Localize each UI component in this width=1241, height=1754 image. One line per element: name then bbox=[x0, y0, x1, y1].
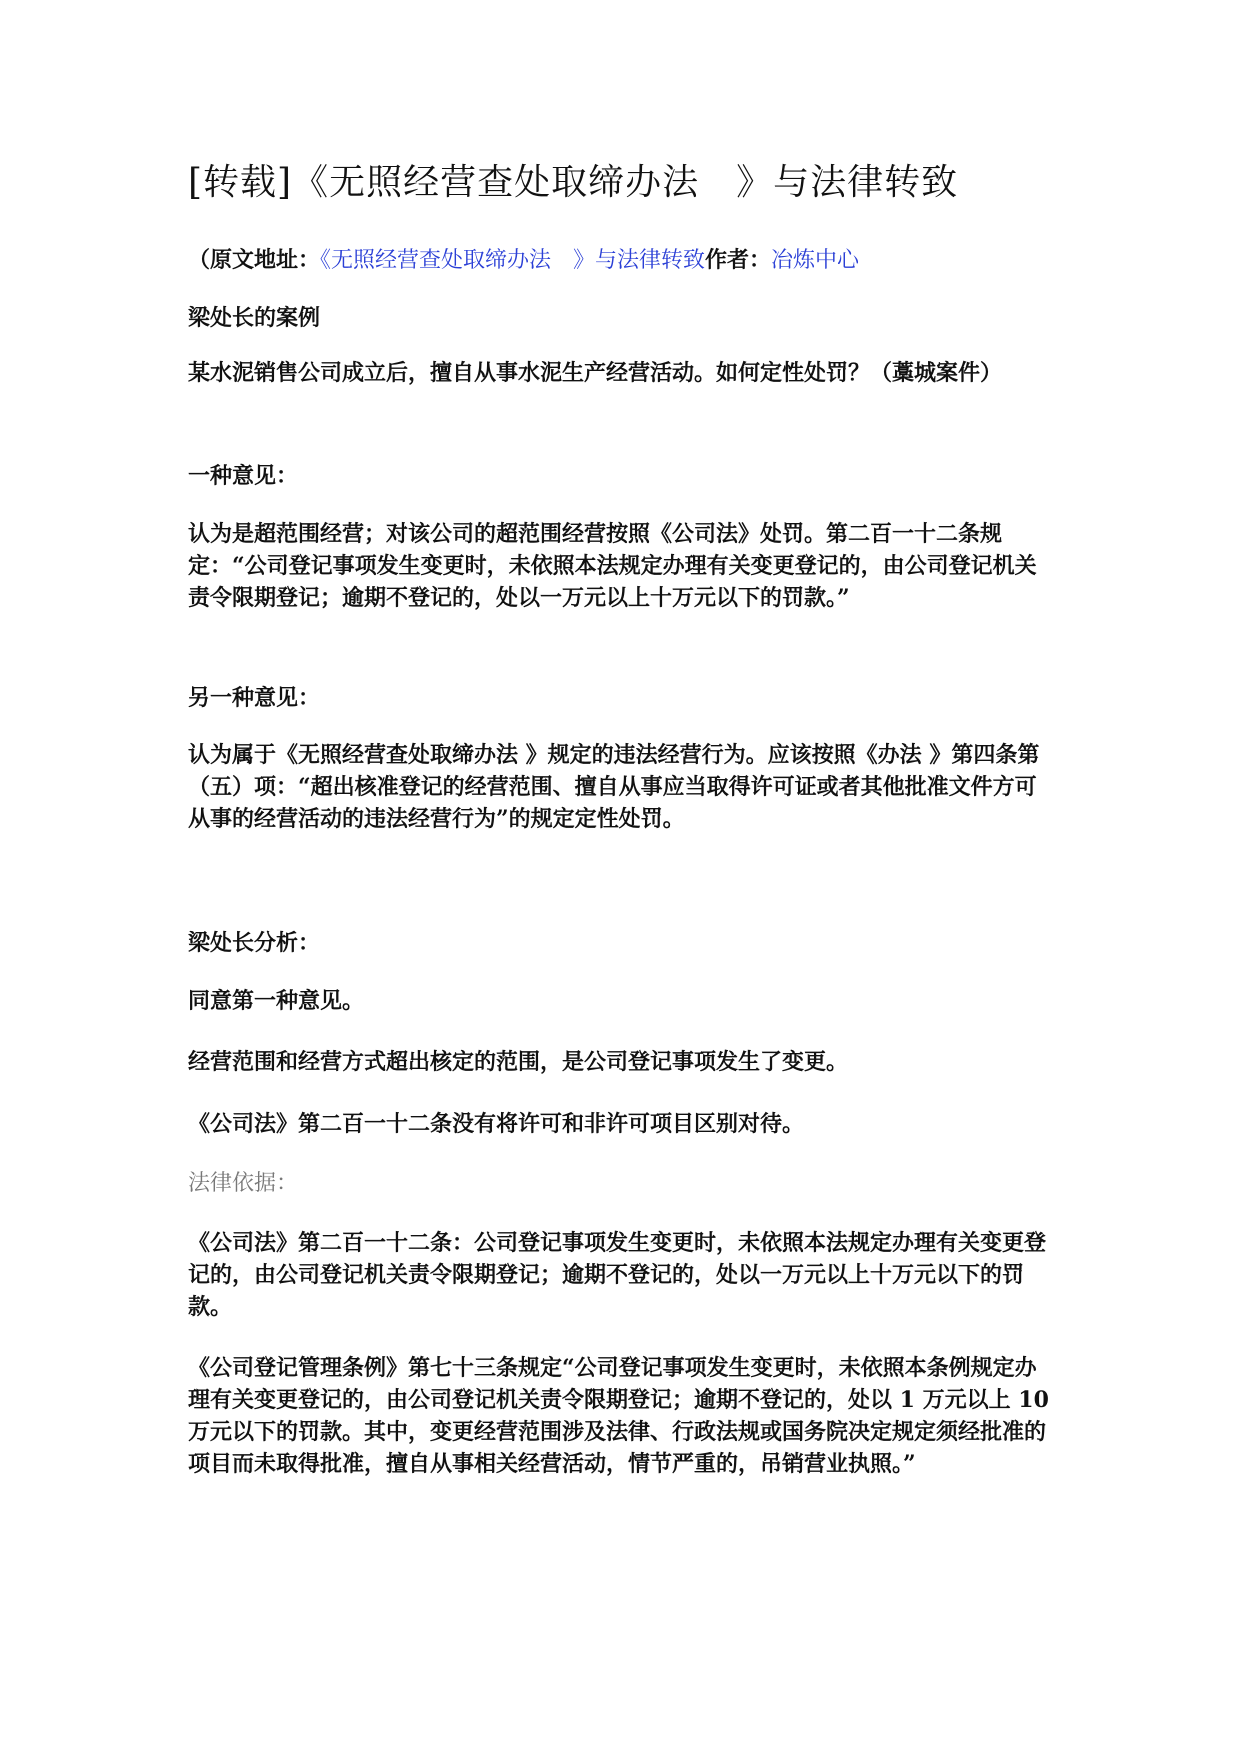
first-opinion-heading: 一种意见： bbox=[188, 463, 299, 489]
article-title: [转载]《无照经营查处取缔办法 》与法律转致 bbox=[188, 162, 959, 203]
analysis-heading: 梁处长分析： bbox=[188, 930, 321, 956]
source-prefix: （原文地址： bbox=[188, 247, 321, 273]
second-opinion-heading: 另一种意见： bbox=[188, 685, 321, 711]
source-article-link[interactable]: 《无照经营查处取缔办法 》与法律转致 bbox=[320, 248, 706, 273]
author-label: 作者： bbox=[705, 247, 772, 273]
legal-basis-heading: 法律依据： bbox=[188, 1171, 299, 1196]
first-opinion-text: 认为是超范围经营；对该公司的超范围经营按照《公司法》处罚。第二百一十二条规定：“公司登记事项发生变更时，未依照本法规定办理有关变更登记的，由公司登记机关责令限期登记；逾期不登记的，处以一万元以上十万元以下的罚款。” bbox=[188, 521, 1037, 611]
second-opinion-text: 认为属于《无照经营查处取缔办法 》规定的违法经营行为。应该按照《办法 》第四条第（五）项：“超出核准登记的经营范围、擅自从事应当取得许可证或者其他批准文件方可从事的经营活动的违法经营行为”的规定定性处罚。 bbox=[188, 742, 1040, 832]
legal-basis-registration-regulation: 《公司登记管理条例》第七十三条规定“公司登记事项发生变更时，未依照本条例规定办理有关变更登记的，由公司登记机关责令限期登记；逾期不登记的，处以 1 万元以上 10 万元以下的罚款。其中，变更经营范围涉及法律、行政法规或国务院决定规定须经批准的项目而未取得批准，擅自从事相关经营活动，情节严重的，吊销营业执照。” bbox=[188, 1355, 1049, 1477]
case-heading: 梁处长的案例 bbox=[188, 305, 321, 331]
analysis-reason-1: 经营范围和经营方式超出核定的范围，是公司登记事项发生了变更。 bbox=[188, 1049, 849, 1075]
analysis-reason-2: 《公司法》第二百一十二条没有将许可和非许可项目区别对待。 bbox=[188, 1111, 805, 1137]
case-question: 某水泥销售公司成立后，擅自从事水泥生产经营活动。如何定性处罚？（藁城案件） bbox=[188, 360, 1003, 386]
legal-basis-company-law: 《公司法》第二百一十二条：公司登记事项发生变更时，未依照本法规定办理有关变更登记的，由公司登记机关责令限期登记；逾期不登记的，处以一万元以上十万元以下的罚款。 bbox=[188, 1230, 1047, 1320]
analysis-conclusion: 同意第一种意见。 bbox=[188, 988, 365, 1014]
author-link[interactable]: 冶炼中心 bbox=[771, 248, 860, 273]
source-line bbox=[188, 244, 859, 277]
